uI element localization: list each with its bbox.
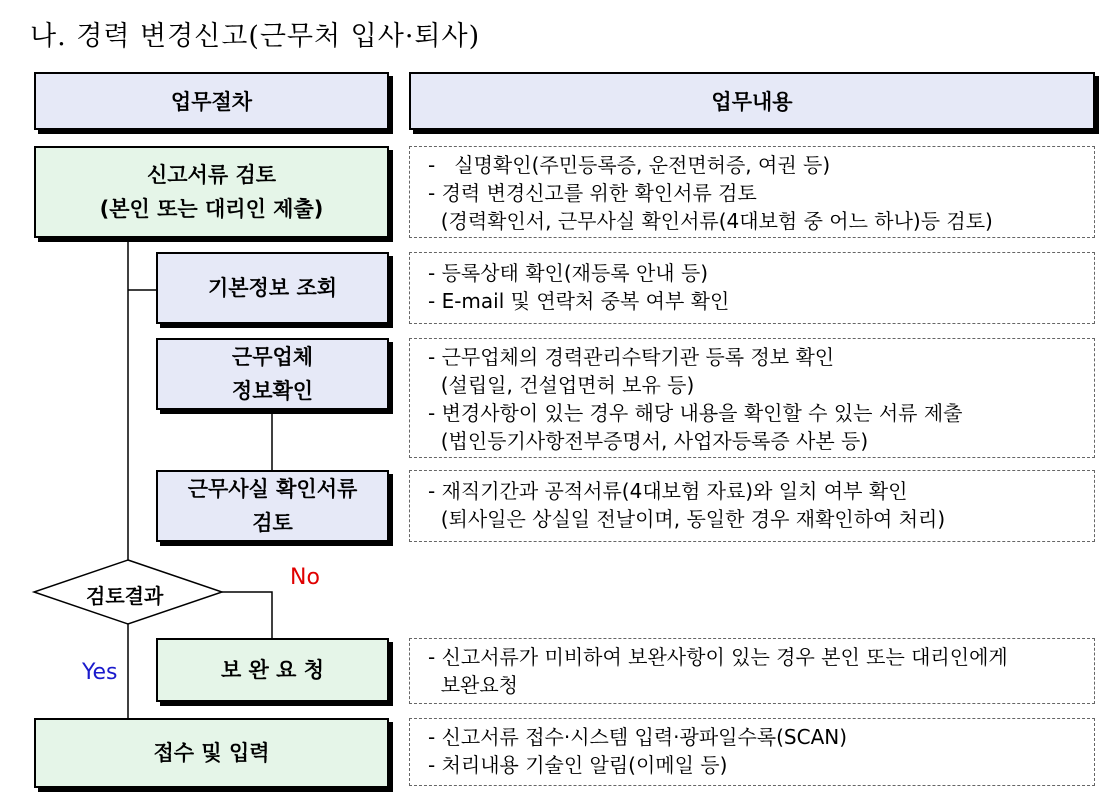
page-title: 나. 경력 변경신고(근무처 입사·퇴사) (30, 21, 481, 52)
detail-line: - 등록상태 확인(재등록 안내 등) (428, 261, 709, 285)
step-basic-info-lookup (156, 252, 389, 324)
connector-no-path (222, 592, 272, 638)
step-label: 접수 및 입력 (153, 741, 270, 765)
decision-yes-label: Yes (82, 660, 118, 685)
detail-line: - E-mail 및 연락처 중복 여부 확인 (428, 289, 730, 313)
step-label: 보 완 요 청 (220, 658, 325, 682)
step-label: 근무사실 확인서류 (187, 477, 358, 501)
decision-label: 검토결과 (86, 584, 164, 608)
step-label: 신고서류 검토 (146, 163, 277, 187)
header-content-label: 업무내용 (711, 90, 793, 114)
detail-line: - 신고서류가 미비하여 보완사항이 있는 경우 본인 또는 대리인에게 (428, 645, 1008, 669)
step-document-review (34, 146, 389, 238)
step-label: 근무업체 (231, 345, 314, 369)
header-procedure (34, 72, 389, 130)
detail-employment-doc-review (409, 470, 1095, 542)
detail-basic-info-lookup (409, 252, 1095, 324)
detail-line: - 실명확인(주민등록증, 운전면허증, 여권 등) (428, 153, 831, 177)
detail-line: (법인등기사항전부증명서, 사업자등록증 사본 등) (428, 429, 869, 453)
detail-supplement-request (409, 638, 1095, 704)
detail-line: (설립일, 건설업면허 보유 등) (428, 373, 695, 397)
step-employment-doc-review (156, 470, 389, 542)
detail-receipt-and-input (409, 718, 1095, 786)
detail-line: - 경력 변경신고를 위한 확인서류 검토 (428, 181, 757, 205)
decision-no-label: No (290, 565, 320, 590)
header-procedure-label: 업무절차 (170, 90, 253, 114)
detail-line: - 신고서류 접수·시스템 입력·광파일수록(SCAN) (428, 725, 848, 749)
detail-line: (퇴사일은 상실일 전날이며, 동일한 경우 재확인하여 처리) (428, 507, 946, 531)
detail-line: 보완요청 (428, 673, 518, 697)
detail-line: - 처리내용 기술인 알림(이메일 등) (428, 753, 728, 777)
detail-line: - 변경사항이 있는 경우 해당 내용을 확인할 수 있는 서류 제출 (428, 401, 963, 425)
step-company-info-check (156, 338, 389, 410)
step-label: 기본정보 조회 (207, 276, 338, 300)
step-label: (본인 또는 대리인 제출) (99, 197, 324, 221)
detail-line: (경력확인서, 근무사실 확인서류(4대보험 중 어느 하나)등 검토) (428, 209, 993, 233)
detail-line: - 근무업체의 경력관리수탁기관 등록 정보 확인 (428, 345, 835, 369)
detail-line: - 재직기간과 공적서류(4대보험 자료)와 일치 여부 확인 (428, 479, 908, 503)
header-content (409, 72, 1095, 130)
detail-document-review (409, 146, 1095, 238)
step-label: 정보확인 (231, 379, 314, 403)
step-label: 검토 (252, 511, 293, 535)
step-supplement-request (156, 638, 389, 702)
detail-company-info-check (409, 338, 1095, 458)
step-receipt-and-input (34, 718, 389, 788)
